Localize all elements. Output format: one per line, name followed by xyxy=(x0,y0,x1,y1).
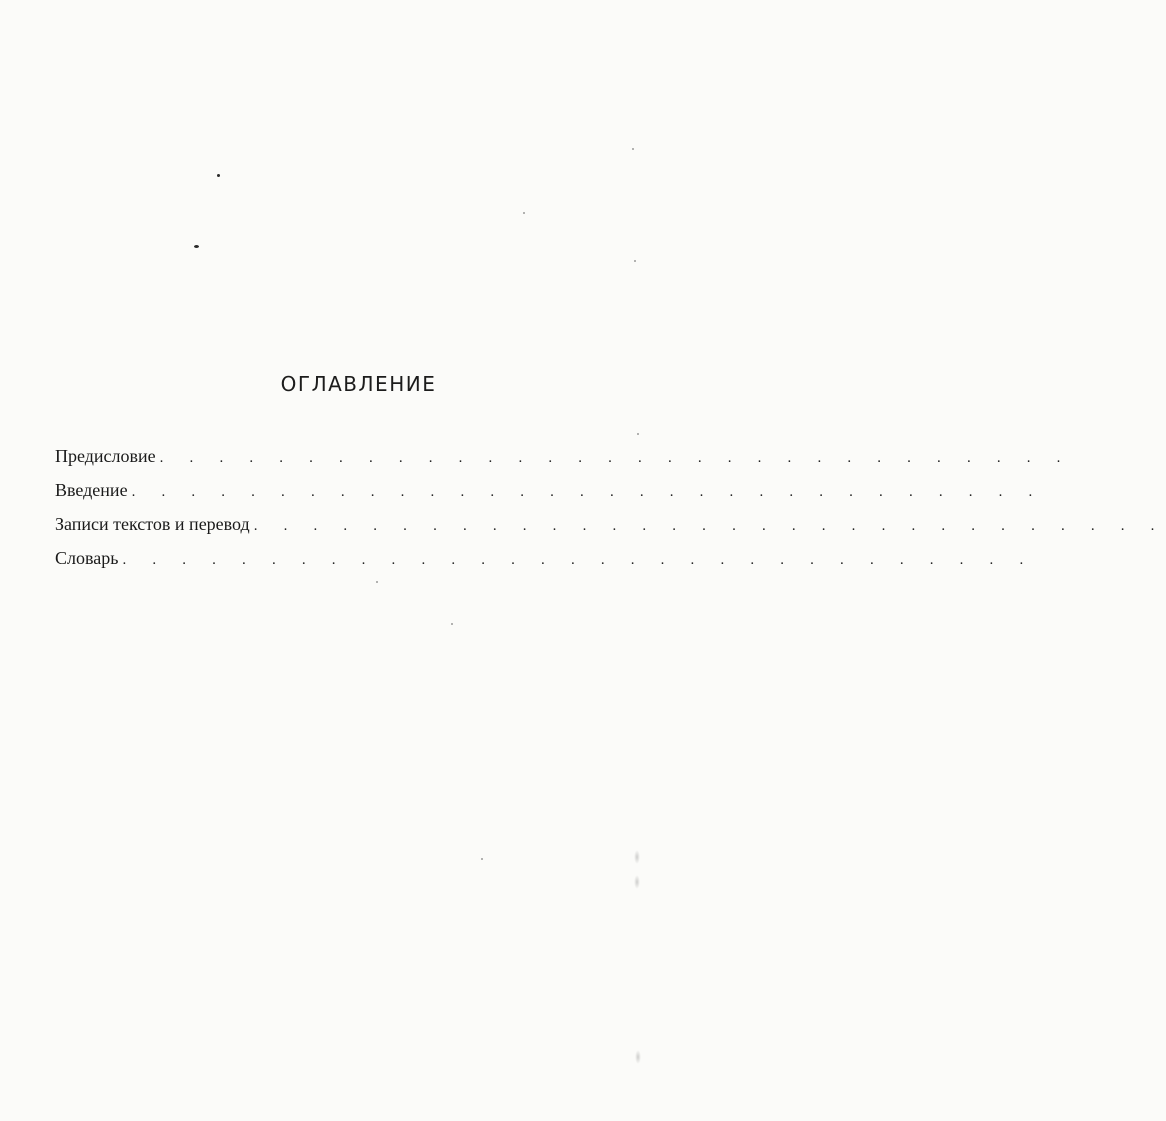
scan-smudge xyxy=(634,850,640,864)
toc-entry-label: Введение xyxy=(55,480,128,500)
toc-entry-label: Предисловие xyxy=(55,446,156,466)
toc-entry xyxy=(55,514,1166,548)
toc-entry xyxy=(55,480,1044,514)
scan-speck xyxy=(481,858,483,860)
scan-speck xyxy=(451,623,453,625)
dot-leader: . . . . . . . . . . . . . . . . . . . . . . . . . . . . . . . xyxy=(159,450,1072,466)
scan-smudge xyxy=(635,1050,641,1064)
toc-entry xyxy=(55,446,1072,480)
scan-speck xyxy=(634,260,636,262)
table-of-contents xyxy=(55,446,1166,582)
toc-entry xyxy=(55,548,1035,582)
scan-speck xyxy=(217,174,220,177)
dot-leader: . . . . . . . . . . . . . . . . . . . . . . . . . . . . . . . xyxy=(122,552,1035,568)
scan-speck xyxy=(632,148,634,150)
toc-entry-label: Словарь xyxy=(55,548,119,568)
scan-speck xyxy=(637,433,639,435)
scan-speck xyxy=(523,212,525,214)
scan-speck xyxy=(194,245,199,248)
scan-smudge xyxy=(634,875,640,889)
page-title: ОГЛАВЛЕНИЕ xyxy=(280,372,437,396)
dot-leader: . . . . . . . . . . . . . . . . . . . . . . . . . . . . . . . xyxy=(253,518,1166,534)
toc-entry-label: Записи текстов и перевод xyxy=(55,514,250,534)
dot-leader: . . . . . . . . . . . . . . . . . . . . . . . . . . . . . . . xyxy=(131,484,1044,500)
